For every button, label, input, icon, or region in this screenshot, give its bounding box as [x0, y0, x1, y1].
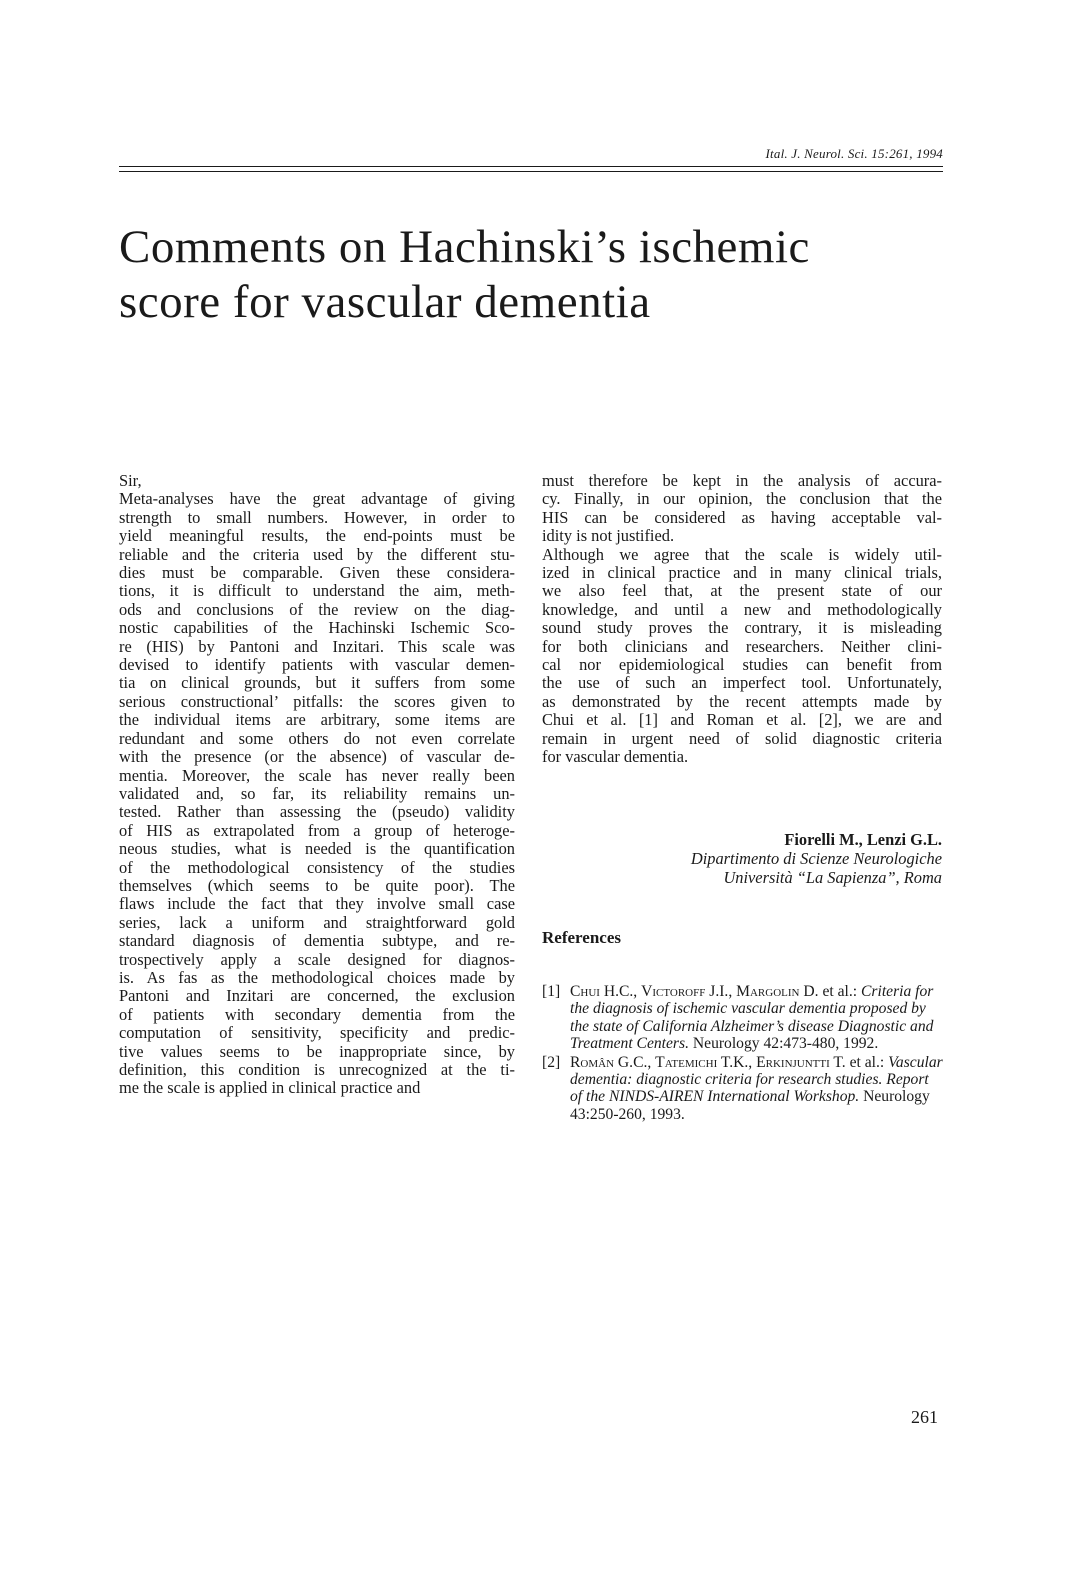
text-line: Chui et al. [1] and Roman et al. [2], we are and [542, 710, 942, 730]
reference-author-initials: H.C., [599, 983, 642, 1000]
reference-list [542, 983, 944, 1124]
text-line: Meta-analyses have the great advantage of giving [119, 489, 515, 509]
text-line: of HIS as extrapolated from a group of heteroge- [119, 820, 515, 840]
reference-author-initials: T.K., [717, 1053, 757, 1071]
text-line: sound study proves the contrary, it is misleading [542, 618, 942, 638]
text-line: reliable and the criteria used by the different stu- [119, 544, 515, 564]
text-line: serious constructional’ pitfalls: the scores given to [119, 691, 515, 711]
reference-author-initials: T. [829, 1053, 850, 1071]
signature-block [691, 830, 942, 887]
reference-author: Erkinjuntti [756, 1053, 830, 1071]
text-line: series, lack a uniform and straightforward gold [119, 912, 515, 932]
left-paragraph [119, 490, 515, 1097]
header-rule-bottom [119, 171, 943, 172]
text-line: ods and conclusions of the review on the diag- [119, 599, 515, 619]
reference-item [542, 983, 944, 1053]
reference-title: Criteria for the diagnosis of ischemic vascular dementia proposed by the state of California Alzheimer’s disease Diagnostic and Treatment Centers. [570, 983, 934, 1053]
text-line: idity is not justified. [542, 526, 675, 546]
text-line: tested. Rather than assessing the (pseudo) validity [119, 802, 515, 822]
references-heading: References [542, 928, 621, 947]
reference-author-initials: J.I., [705, 983, 737, 1000]
author-names: Fiorelli M., Lenzi G.L. [784, 830, 942, 849]
text-line: cy. Finally, in our opinion, the conclusion that the [542, 489, 942, 509]
text-line: flaws include the fact that they involve small case [119, 894, 515, 914]
text-line: me the scale is applied in clinical practice and [119, 1078, 421, 1098]
text-line: computation of sensitivity, specificity and predic- [119, 1023, 515, 1043]
text-line: is. As fas as the methodological choices made by [119, 967, 515, 987]
reference-source: Neurology 42:473-480, 1992. [688, 1035, 879, 1053]
reference-etal: et al.: [849, 1053, 889, 1071]
text-line: themselves (which seems to be quite poor). The [119, 875, 515, 895]
right-paragraph-2 [542, 546, 942, 767]
article-title [119, 220, 949, 330]
text-line: re (HIS) by Pantoni and Inzitari. This scale was [119, 636, 515, 656]
reference-number: [2] [542, 1053, 561, 1071]
text-line: as demonstrated by the recent attempts made by [542, 691, 942, 711]
text-line: tia on clinical grounds, but it suffers from some [119, 673, 515, 693]
text-line: HIS can be considered as having acceptable val- [542, 507, 942, 527]
text-line: dies must be comparable. Given these considera- [119, 563, 515, 583]
university: Università “La Sapienza”, Roma [723, 868, 942, 887]
journal-citation: Ital. J. Neurol. Sci. 15:261, 1994 [765, 146, 943, 161]
text-line: devised to identify patients with vascular demen- [119, 655, 515, 675]
text-line: trospectively apply a scale designed for diagnos- [119, 949, 515, 969]
right-column [542, 472, 942, 767]
text-line: of patients with secondary dementia from the [119, 1004, 515, 1024]
text-line: the use of such an imperfect tool. Unfortunately, [542, 673, 942, 693]
title-line-1: Comments on Hachinski’s ischemic [119, 221, 810, 273]
page-number: 261 [911, 1407, 938, 1427]
reference-author-initials: D. [799, 983, 823, 1000]
text-line: the individual items are arbitrary, some items are [119, 710, 515, 730]
text-line: for vascular dementia. [542, 747, 689, 767]
text-line: we also feel that, at the present state of our [542, 581, 942, 601]
text-line: for both clinicians and researchers. Neither clini- [542, 636, 942, 656]
reference-number: [1] [542, 983, 561, 1000]
text-line: standard diagnosis of dementia subtype, and re- [119, 931, 515, 951]
header-rule-top [119, 166, 943, 167]
text-line: remain in urgent need of solid diagnostic criteria [542, 728, 942, 748]
text-line: definition, this condition is unrecognized at the ti- [119, 1060, 515, 1079]
text-line: of the methodological consistency of the studies [119, 857, 515, 877]
text-line: nostic capabilities of the Hachinski Ischemic Sco- [119, 618, 515, 638]
text-line: knowledge, and until a new and methodologically [542, 599, 942, 619]
text-line: Although we agree that the scale is widely util- [542, 544, 942, 564]
right-paragraph-1 [542, 472, 942, 546]
left-column [119, 472, 515, 1098]
text-line: tive values seems to be inappropriate since, by [119, 1041, 515, 1061]
salutation: Sir, [119, 471, 142, 490]
text-line: with the presence (or the absence) of vascular de- [119, 747, 515, 767]
text-line: must therefore be kept in the analysis of accura- [542, 471, 942, 490]
reference-author: Tatemichi [655, 1053, 718, 1071]
reference-author: Chui [570, 983, 600, 1000]
reference-author: Margolin [736, 983, 800, 1000]
title-line-2: score for vascular dementia [119, 276, 651, 328]
text-line: validated and, so far, its reliability remains un- [119, 783, 515, 803]
text-line: tions, it is difficult to understand the aim, meth- [119, 581, 515, 601]
text-line: redundant and some others do not even correlate [119, 728, 515, 748]
department: Dipartimento di Scienze Neurologiche [690, 849, 942, 868]
reference-source: Neurology 43:250-260, 1993. [570, 1088, 930, 1123]
text-line: ized in clinical practice and in many clinical trials, [542, 563, 942, 583]
reference-author: Român [570, 1053, 615, 1071]
reference-author-initials: G.C., [614, 1053, 656, 1071]
reference-item [542, 1054, 944, 1124]
text-line: yield meaningful results, the end-points must be [119, 526, 515, 546]
text-line: mentia. Moreover, the scale has never really been [119, 765, 515, 785]
reference-etal: et al.: [822, 983, 862, 1000]
text-line: cal nor epidemiological studies can benefit from [542, 655, 942, 675]
text-line: strength to small numbers. However, in order to [119, 507, 515, 527]
reference-author: Victoroff [641, 983, 706, 1000]
text-line: neous studies, what is needed is the quantification [119, 839, 515, 859]
reference-title: Vascular dementia: diagnostic criteria for research studies. Report of the NINDS-AIREN International Workshop. [570, 1053, 943, 1106]
text-line: Pantoni and Inzitari are concerned, the exclusion [119, 986, 515, 1006]
